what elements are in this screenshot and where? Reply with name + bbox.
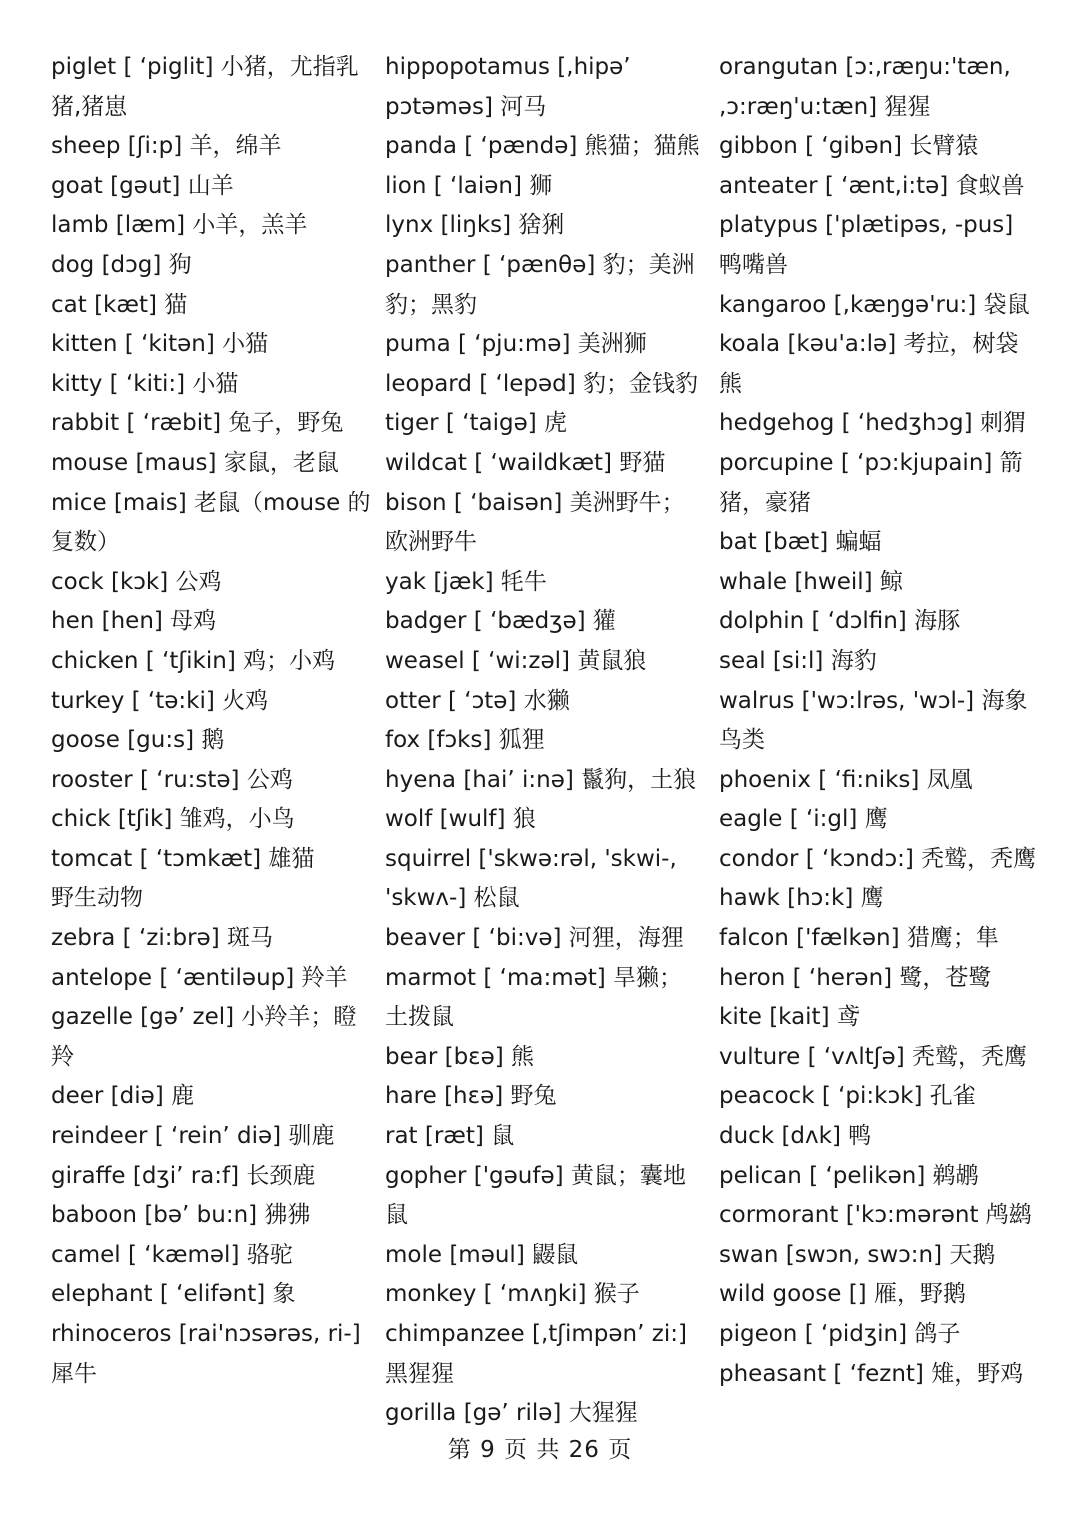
- vocab-entry: gibbon [ ‘gibən] 长臂猿: [719, 133, 979, 160]
- vocabulary-column-3: [719, 48, 1039, 1394]
- vocab-entry: otter [ ‘ɔtə] 水獭: [385, 687, 570, 714]
- vocab-entry: wild goose [] 雁，野鹅: [719, 1281, 966, 1308]
- vocab-entry: mouse [maus] 家鼠，老鼠: [51, 449, 339, 476]
- vocab-entry: duck [dʌk] 鸭: [719, 1123, 872, 1150]
- vocab-entry: rooster [ ‘ru:stə] 公鸡: [51, 766, 293, 793]
- vocab-entry: mice [mais] 老鼠（mouse 的复数）: [51, 489, 371, 556]
- vocab-entry: pigeon [ ‘pidʒin] 鸽子: [719, 1321, 961, 1347]
- vocab-entry: rabbit [ ‘ræbit] 兔子，野兔: [51, 410, 344, 437]
- vocab-entry: hen [hen] 母鸡: [51, 608, 217, 635]
- vocab-entry: marmot [ ‘ma:mət] 旱獭；土拨鼠: [385, 964, 683, 1031]
- vocab-entry: dog [dɔg] 狗: [51, 251, 192, 278]
- vocab-entry: panther [ ‘pænθə] 豹；美洲豹；黑豹: [385, 251, 695, 318]
- vocab-entry: leopard [ ‘lepəd] 豹；金钱豹: [385, 370, 699, 397]
- vocab-entry: weasel [ ‘wi:zəl] 黄鼠狼: [385, 647, 647, 674]
- vocab-entry: gazelle [gə’ zel] 小羚羊；瞪羚: [51, 1004, 357, 1070]
- vocab-entry: chimpanzee [,tʃimpən’ zi:] 黑猩猩: [385, 1321, 687, 1387]
- vocab-entry: turkey [ ‘tə:ki] 火鸡: [51, 687, 269, 714]
- vocab-entry: anteater [ ‘ænt,i:tə] 食蚁兽: [719, 172, 1025, 199]
- vocab-entry: badger [ ‘bædʒə] 獾: [385, 608, 616, 635]
- vocab-entry: lion [ ‘laiən] 狮: [385, 172, 553, 199]
- vocab-entry: chick [tʃik] 雏鸡，小鸟: [51, 806, 295, 833]
- vocab-entry: cock [kɔk] 公鸡: [51, 568, 222, 595]
- vocab-entry: bison [ ‘baisən] 美洲野牛；欧洲野牛: [385, 489, 685, 556]
- vocab-entry: bat [bæt] 蝙蝠: [719, 529, 882, 556]
- vocab-entry: lamb [læm] 小羊，羔羊: [51, 212, 308, 239]
- vocab-entry: orangutan [ɔ:,ræŋu:'tæn, ,ɔ:ræŋ'u:tæn] 猩猩: [719, 54, 1011, 120]
- vocab-entry: cat [kæt] 猫: [51, 291, 188, 318]
- vocab-entry: cormorant ['kɔ:mərənt 鸬鹚: [719, 1202, 1032, 1229]
- vocab-entry: goat [gəut] 山羊: [51, 172, 234, 199]
- vocab-entry: lynx [liŋks] 猞猁: [385, 212, 565, 239]
- vocabulary-column-1: [51, 48, 371, 1394]
- vocab-entry: koala [kəu'a:lə] 考拉，树袋熊: [719, 331, 1019, 397]
- vocab-entry: eagle [ ‘i:gl] 鹰: [719, 806, 888, 833]
- vocab-entry: seal [si:l] 海豹: [719, 647, 877, 674]
- vocab-entry: peacock [ ‘pi:kɔk] 孔雀: [719, 1083, 976, 1110]
- vocab-entry: panda [ ‘pændə] 熊猫；猫熊: [385, 133, 700, 160]
- vocab-entry: dolphin [ ‘dɔlfin] 海豚: [719, 608, 961, 635]
- vocab-entry: rat [ræt] 鼠: [385, 1123, 515, 1150]
- vocab-entry: wolf [wulf] 狼: [385, 806, 536, 833]
- vocab-entry: platypus ['plætipəs, -pus] 鸭嘴兽: [719, 212, 1014, 278]
- vocab-entry: piglet [ ‘piglit] 小猪，尤指乳猪,猪崽: [51, 54, 359, 120]
- vocab-entry: pelican [ ‘pelikən] 鹈鹕: [719, 1162, 979, 1189]
- vocab-entry: beaver [ ‘bi:və] 河狸，海狸: [385, 925, 684, 952]
- vocab-entry: kitten [ ‘kitən] 小猫: [51, 331, 269, 358]
- vocab-entry: mole [məul] 鼹鼠: [385, 1241, 579, 1268]
- vocab-entry: kite [kait] 鸢: [719, 1004, 860, 1031]
- vocab-entry: antelope [ ‘æntiləup] 羚羊: [51, 964, 348, 991]
- vocab-entry: zebra [ ‘zi:brə] 斑马: [51, 925, 273, 952]
- vocab-entry: 野生动物: [51, 885, 143, 912]
- vocab-entry: gopher ['gəufə] 黄鼠；囊地鼠: [385, 1162, 686, 1229]
- vocab-entry: gorilla [gə’ rilə] 大猩猩: [385, 1400, 638, 1427]
- vocab-entry: condor [ ‘kɔndɔ:] 秃鹫，秃鹰: [719, 845, 1037, 872]
- vocab-entry: squirrel ['skwə:rəl, 'skwi-, 'skwʌ-] 松鼠: [385, 845, 677, 912]
- vocabulary-column-2: [385, 48, 705, 1434]
- vocab-entry: hippopotamus [,hipə’ pɔtəməs] 河马: [385, 54, 631, 120]
- vocab-entry: fox [fɔks] 狐狸: [385, 727, 545, 754]
- vocab-entry: puma [ ‘pju:mə] 美洲狮: [385, 331, 647, 358]
- vocab-entry: tiger [ ‘taigə] 虎: [385, 410, 568, 437]
- vocab-entry: goose [gu:s] 鹅: [51, 727, 225, 754]
- vocab-entry: hare [hɛə] 野兔: [385, 1083, 557, 1110]
- vocab-entry: hawk [hɔ:k] 鹰: [719, 885, 884, 912]
- vocab-entry: porcupine [ ‘pɔ:kjupain] 箭猪，豪猪: [719, 449, 1023, 516]
- vocab-entry: chicken [ ‘tʃikin] 鸡；小鸡: [51, 647, 336, 674]
- page-number-footer: 第 9 页 共 26 页: [447, 1437, 633, 1463]
- vocab-entry: wildcat [ ‘waildkæt] 野猫: [385, 449, 666, 476]
- vocab-entry: whale [hweil] 鲸: [719, 568, 903, 595]
- vocab-entry: sheep [ʃi:p] 羊，绵羊: [51, 133, 282, 160]
- vocab-entry: swan [swɔn, swɔ:n] 天鹅: [719, 1241, 996, 1268]
- vocab-entry: 鸟类: [719, 727, 765, 754]
- vocab-entry: kitty [ ‘kiti:] 小猫: [51, 370, 239, 397]
- vocab-entry: kangaroo [,kæŋgə'ru:] 袋鼠: [719, 291, 1030, 318]
- vocab-entry: giraffe [dʒi’ ra:f] 长颈鹿: [51, 1162, 316, 1189]
- vocab-entry: bear [bɛə] 熊: [385, 1043, 535, 1070]
- vocab-entry: falcon ['fælkən] 猎鹰；隼: [719, 925, 999, 952]
- vocab-entry: walrus ['wɔ:lrəs, 'wɔl-] 海象: [719, 687, 1028, 714]
- vocab-entry: rhinoceros [rai'nɔsərəs, ri-] 犀牛: [51, 1321, 361, 1387]
- vocab-entry: hedgehog [ ‘hedʒhɔg] 刺猬: [719, 410, 1026, 437]
- vocab-entry: elephant [ ‘elifənt] 象: [51, 1281, 296, 1308]
- vocab-entry: phoenix [ ‘fi:niks] 凤凰: [719, 766, 973, 793]
- vocab-entry: deer [diə] 鹿: [51, 1083, 195, 1110]
- vocab-entry: monkey [ ‘mʌŋki] 猴子: [385, 1281, 640, 1308]
- vocab-entry: yak [jæk] 牦牛: [385, 568, 547, 595]
- vocab-entry: camel [ ‘kæməl] 骆驼: [51, 1241, 293, 1268]
- vocab-entry: hyena [hai’ i:nə] 鬣狗，土狼: [385, 766, 697, 793]
- vocab-entry: baboon [bə’ bu:n] 狒狒: [51, 1202, 311, 1229]
- vocab-entry: heron [ ‘herən] 鹭，苍鹭: [719, 964, 992, 991]
- vocab-entry: vulture [ ‘vʌltʃə] 秃鹫，秃鹰: [719, 1043, 1027, 1070]
- vocab-entry: pheasant [ ‘feznt] 雉，野鸡: [719, 1360, 1024, 1387]
- vocab-entry: reindeer [ ‘rein’ diə] 驯鹿: [51, 1123, 335, 1150]
- vocab-entry: tomcat [ ‘tɔmkæt] 雄猫: [51, 845, 315, 872]
